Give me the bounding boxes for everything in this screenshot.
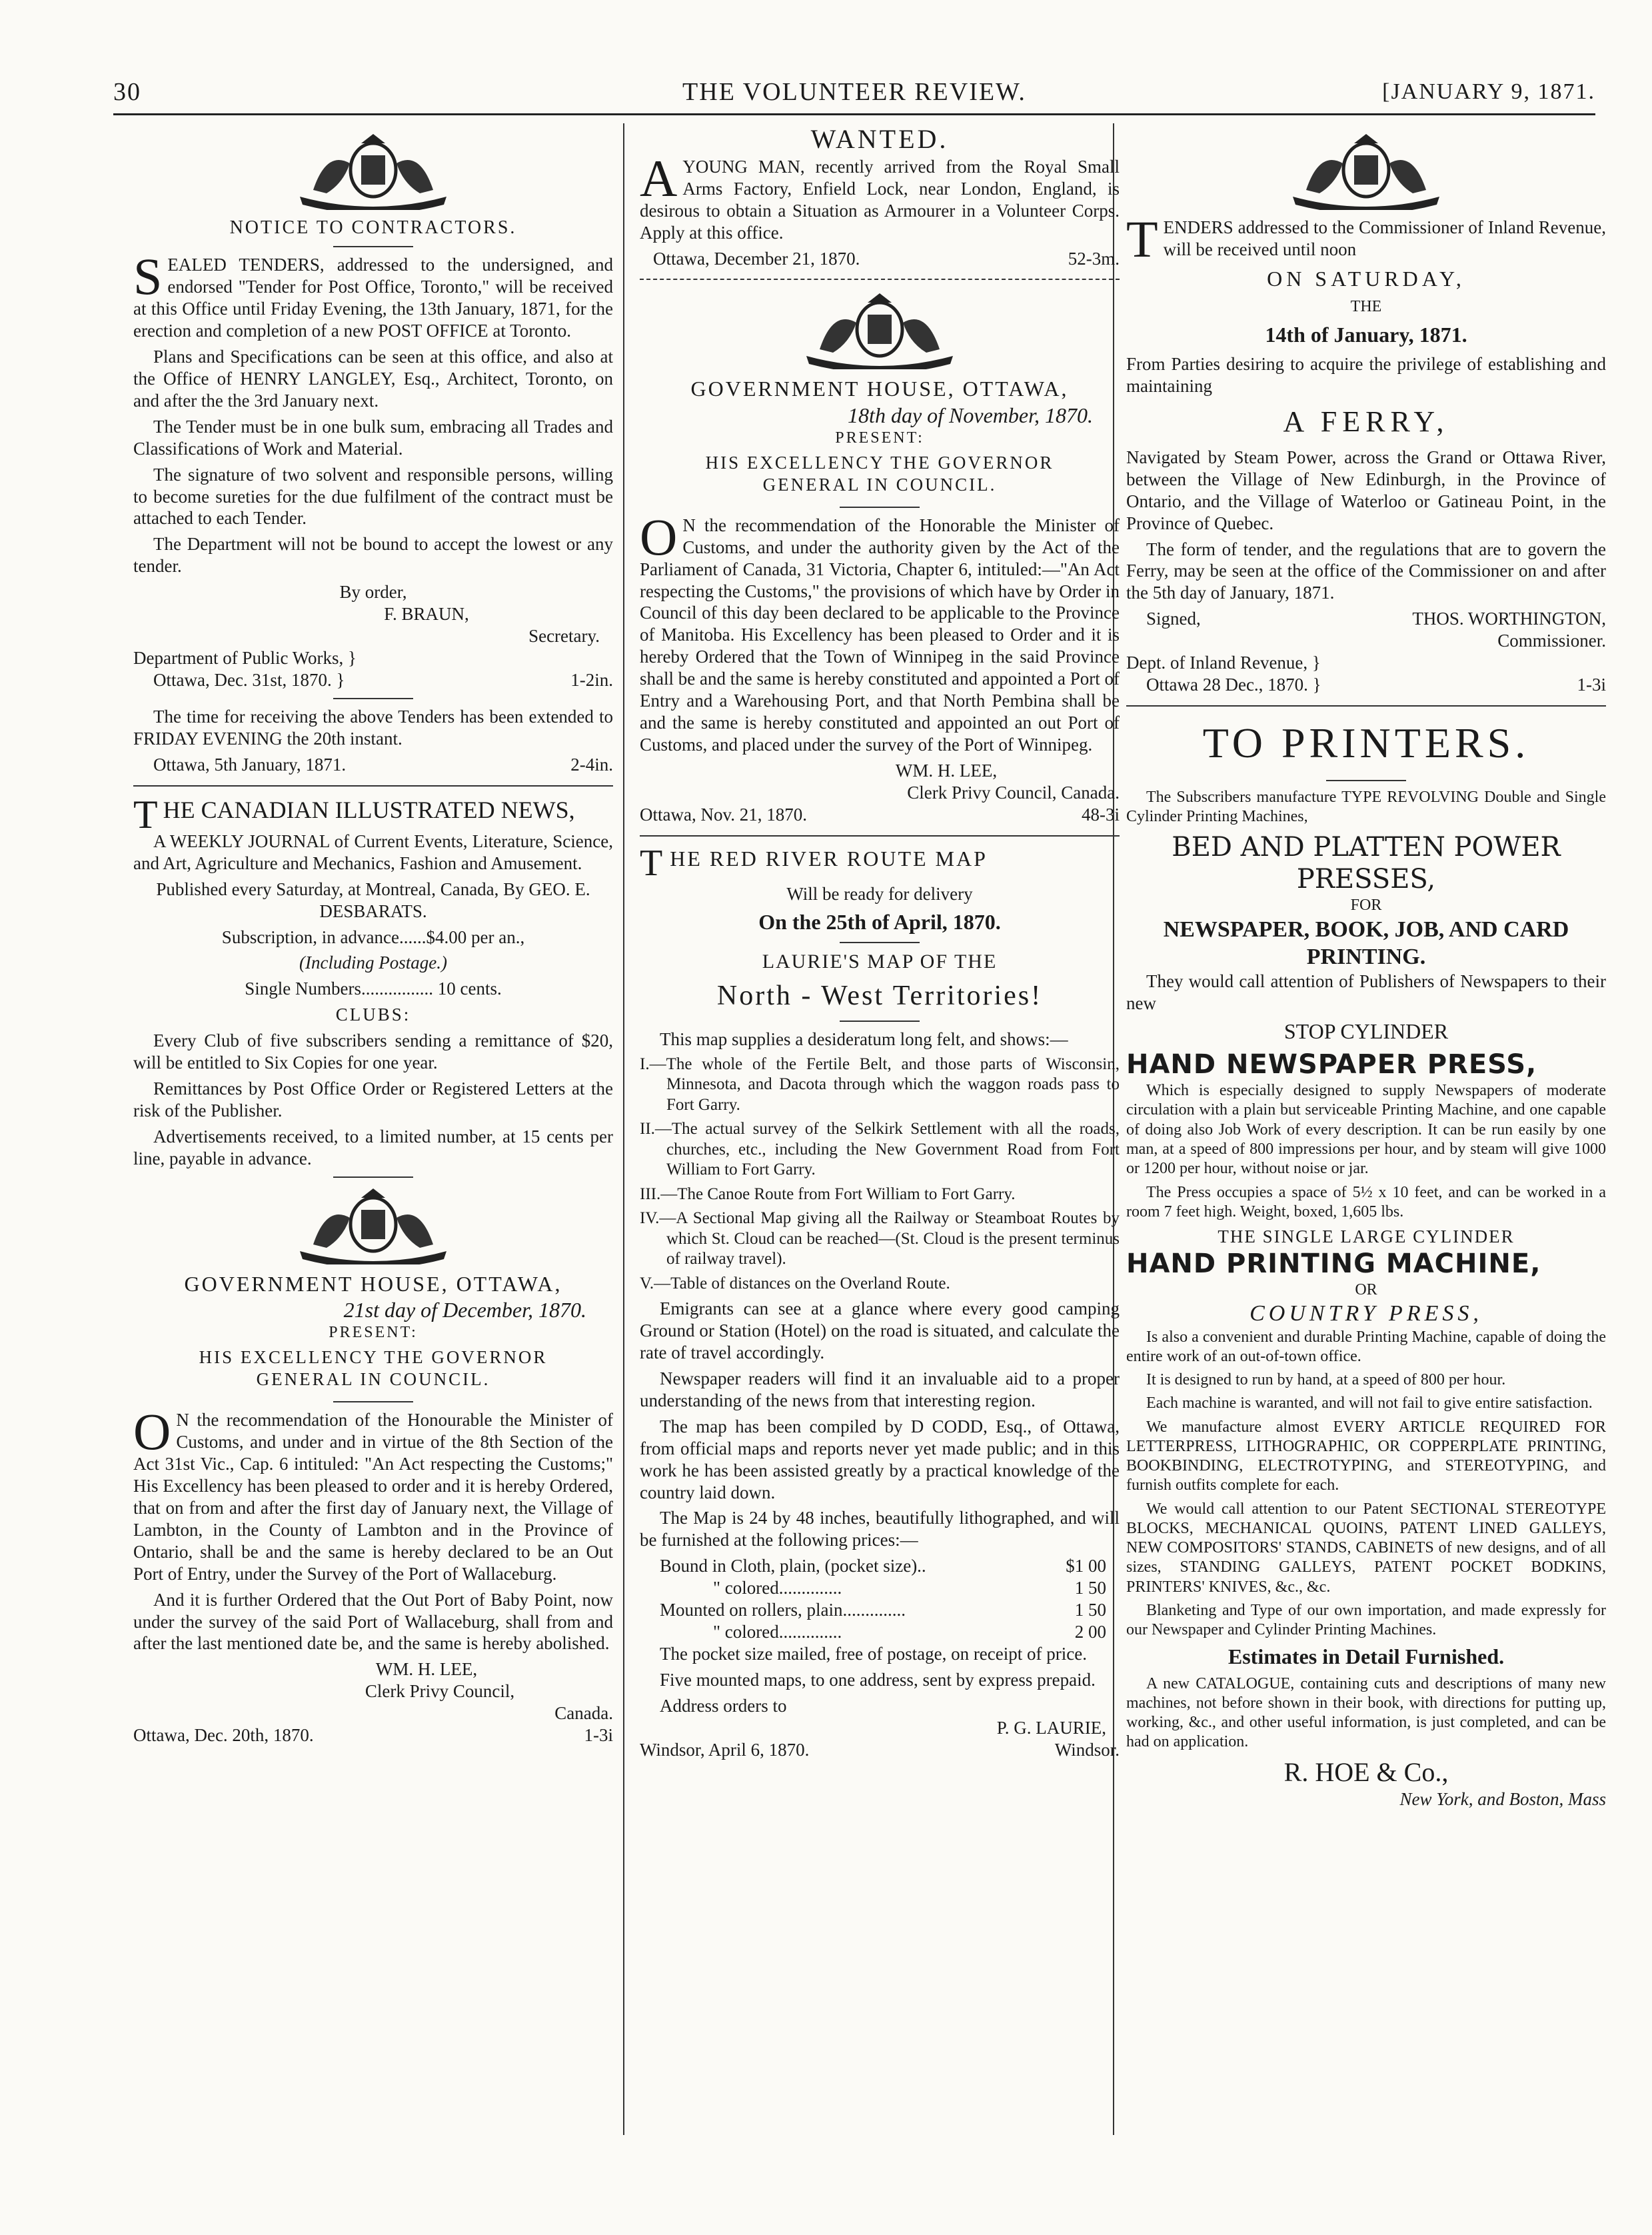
signed-row <box>1126 608 1606 630</box>
footer-place: Ottawa, Dec. 20th, 1870. <box>133 1725 314 1746</box>
warranted: Each machine is waranted, and will not fail to give entire satisfaction. <box>1146 1394 1593 1412</box>
dept-line: Dept. of Inland Revenue, } <box>1126 653 1321 673</box>
or-label: OR <box>1355 1280 1377 1298</box>
news-subscription: Subscription, in advance......$4.00 per an., <box>221 927 525 947</box>
drop-cap: O <box>133 1409 171 1461</box>
tenders-parties: From Parties desiring to acquire the privilege of establishing and maintaining <box>1126 354 1606 397</box>
ferry-heading: A FERRY, <box>1283 405 1449 439</box>
drop-cap: S <box>133 254 163 306</box>
newspaper-title: THE VOLUNTEER REVIEW. <box>682 78 1026 106</box>
page-number: 30 <box>113 78 141 106</box>
dept-place: Ottawa 28 Dec., 1870. } <box>1146 675 1321 695</box>
footer-code: 48-3i <box>1082 804 1120 825</box>
clubs-text: Every Club of five subscribers sending a remittance of $20, will be entitled to Six Copies for one year. <box>133 1031 613 1073</box>
signer-title: Secretary. <box>528 626 600 647</box>
price-value: 1 50 <box>1074 1600 1106 1620</box>
footer-code: 52-3m. <box>1068 248 1120 269</box>
excellency-line: HIS EXCELLENCY THE GOVERNOR GENERAL IN COUNCIL. <box>199 1347 548 1390</box>
issue-date: [JANUARY 9, 1871. <box>1382 79 1595 104</box>
divider <box>333 1176 413 1178</box>
hoe-place: New York, and Boston, Mass <box>1399 1789 1606 1810</box>
printers-intro: The Subscribers manufacture TYPE REVOLVING Double and Single Cylinder Printing Machines, <box>1126 789 1606 826</box>
ferry-description: Navigated by Steam Power, across the Grand or Ottawa River, between the Village of New Edinburgh, in the Province of Ontario, and the Village of Waterloo or Gatineau Point, in the Province of Quebec. <box>1126 447 1606 533</box>
bed-platten: BED AND PLATTEN POWER PRESSES, <box>1172 831 1561 895</box>
column-2 <box>640 123 1120 2155</box>
map-item: II.—The actual survey of the Selkirk Settlement with all the roads, churches, etc., including the New Government Road from Fort William to Fort Garry. <box>640 1120 1120 1179</box>
gov-signer: WM. H. LEE, <box>375 1659 478 1680</box>
gov-house-heading: GOVERNMENT HOUSE, OTTAWA, <box>184 1271 562 1296</box>
map-signer: P. G. LAURIE, <box>996 1717 1106 1738</box>
country-description: Is also a convenient and durable Printing Machine, capable of doing the entire work of an out-of-town office. <box>1126 1328 1606 1365</box>
dept-place-row <box>1126 674 1606 696</box>
wanted-footer <box>640 248 1120 270</box>
news-heading <box>133 796 613 831</box>
present-label: PRESENT: <box>835 429 924 447</box>
footer-code: 2-4in. <box>570 754 613 775</box>
footer-place: Ottawa, December 21, 1870. <box>653 248 860 269</box>
masthead-rule <box>113 113 1595 115</box>
signed-label: Signed, <box>1146 609 1201 629</box>
drop-cap: T <box>1126 217 1158 261</box>
newspaper-printing: NEWSPAPER, BOOK, JOB, AND CARD PRINTING. <box>1163 917 1569 969</box>
tenders-date: 14th of January, 1871. <box>1265 323 1467 347</box>
hand-printing-machine: HAND PRINTING MACHINE, <box>1126 1248 1541 1279</box>
ads-text: Advertisements received, to a limited number, at 15 cents per line, payable in advance. <box>133 1126 613 1168</box>
masthead <box>113 72 1595 112</box>
tenders-text: ENDERS addressed to the Commissioner of Inland Revenue, will be received until noon <box>1163 217 1606 259</box>
catalogue: A new CATALOGUE, containing cuts and descriptions of many new machines, not before shown in their book, with directions for putting up, working, &c., and other useful information, is just completed, and can be had on application. <box>1126 1674 1606 1751</box>
news-published: Published every Saturday, at Montreal, Canada, By GEO. E. DESBARATS. <box>156 879 590 921</box>
map-pocket: The pocket size mailed, free of postage, on receipt of price. <box>660 1644 1087 1664</box>
map-address: Address orders to <box>660 1695 787 1716</box>
single-large-cylinder: THE SINGLE LARGE CYLINDER <box>1218 1226 1515 1247</box>
price-list <box>640 1555 1120 1643</box>
on-saturday: ON SATURDAY, <box>1267 266 1465 291</box>
gov-signer-place: Canada. <box>554 1703 613 1724</box>
news-single: Single Numbers................ 10 cents. <box>245 979 502 999</box>
territories-title: North - West Territories! <box>716 981 1043 1012</box>
ferry-form: The form of tender, and the regulations that are to govern the Ferry, may be seen at the office of the Commissioner on and after the 5th day of January, 1871. <box>1126 539 1606 603</box>
signer-name: F. BRAUN, <box>384 604 469 625</box>
gov-order-text: N the recommendation of the Honorable the Minister of Customs, and under the authority given by the Act of the Parliament of Canada, 31 Victoria, Chapter 6, intituled:—"An Act respecting the Customs," the provisions of which have by Order in Council of this day been declared to be applicable to the Province of Manitoba. His Excellency has been pleased to Order and it is hereby Ordered that the Town of Winnipeg in the said Province shall be and the same is hereby constituted and appointed a Port of Entry and a Warehousing Port, and that North Pembina shall be and the same is hereby constituted and appointed an out Port of Customs, and placed under the survey of the Port of Winnipeg. <box>640 515 1120 755</box>
dept-code: 1-2in. <box>570 670 613 691</box>
notice-text: EALED TENDERS, addressed to the undersigned, and endorsed "Tender for Post Office, Toronto," will be received at this Office until Friday Evening, the 13th January, 1871, for the erection and completion of a new POST OFFICE at Toronto. <box>133 255 613 341</box>
map-heading <box>640 846 1120 878</box>
printers-attention: They would call attention of Publishers of Newspapers to their new <box>1126 971 1606 1014</box>
notice-department: The Department will not be bound to accept the lowest or any tender. <box>133 534 613 577</box>
map-compiled: The map has been compiled by D CODD, Esq., of Ottawa, from official maps and reports never yet made public; and in this work he has been assisted greatly by a practical knowledge of the country laid down. <box>640 1416 1120 1502</box>
price-row <box>660 1577 1106 1599</box>
price-row <box>660 1621 1106 1643</box>
footer-code: 1-3i <box>584 1725 613 1746</box>
notice-tender-sum: The Tender must be in one bulk sum, embracing all Trades and Classifications of Work and Material. <box>133 416 613 459</box>
blanketing: Blanketing and Type of our own importation, and made expressly for our Newspaper and Cylinder Printing Machines. <box>1126 1601 1606 1639</box>
drop-cap: A <box>640 155 678 207</box>
footer-place: Ottawa, Nov. 21, 1870. <box>640 804 807 825</box>
map-title: HE RED RIVER ROUTE MAP <box>670 846 988 871</box>
divider <box>1326 780 1406 781</box>
column-divider-1 <box>623 123 624 2135</box>
manufacture: We manufacture almost EVERY ARTICLE REQUIRED FOR LETTERPRESS, LITHOGRAPHIC, OR COPPERPLATE PRINTING, BOOKBINDING, ELECTROTYPING, and STEREOTYPING, and furnish outfits complete for each. <box>1126 1418 1606 1494</box>
map-five: Five mounted maps, to one address, sent by express prepaid. <box>660 1670 1096 1690</box>
gov-order-paragraph <box>640 515 1120 756</box>
price-label: Mounted on rollers, plain.............. <box>660 1600 906 1620</box>
section-rule <box>640 279 1120 280</box>
tenders-signer-title: Commissioner. <box>1497 631 1606 651</box>
remittances-text: Remittances by Post Office Order or Registered Letters at the risk of the Publisher. <box>133 1079 613 1121</box>
gov-date: 18th day of November, 1870. <box>848 403 1093 427</box>
dept-place: Ottawa, Dec. 31st, 1870. } <box>153 670 345 691</box>
map-emigrants: Emigrants can see at a glance where every good camping Ground or Station (Hotel) on the road is situated, and calculate the rate of travel accordingly. <box>640 1298 1120 1362</box>
gov-signer-title: Clerk Privy Council, Canada. <box>907 782 1120 803</box>
price-row <box>660 1599 1106 1621</box>
dept-line: Department of Public Works, } <box>133 648 357 669</box>
price-label: " colored.............. <box>713 1578 842 1598</box>
column-3 <box>1126 123 1606 2155</box>
notice-plans: Plans and Specifications can be seen at this office, and also at the Office of HENRY LANGLEY, Esq., Architect, Toronto, on and after the the 3rd January next. <box>133 346 613 411</box>
tenders-paragraph <box>1126 217 1606 261</box>
column-1 <box>133 123 613 2155</box>
press-space: The Press occupies a space of 5½ x 10 feet, and can be worked in a room 7 feet high. Weight, boxed, 1,605 lbs. <box>1126 1183 1606 1220</box>
wanted-paragraph <box>640 156 1120 244</box>
footer-place: Ottawa, 5th January, 1871. <box>153 754 347 775</box>
stop-cylinder: STOP CYLINDER <box>1283 1019 1449 1044</box>
map-ready: Will be ready for delivery <box>786 883 973 904</box>
divider <box>333 698 413 699</box>
clubs-heading: CLUBS: <box>335 1005 411 1025</box>
price-value: $1 00 <box>1066 1556 1106 1576</box>
gov-footer <box>133 1724 613 1746</box>
estimates-heading: Estimates in Detail Furnished. <box>1228 1644 1505 1669</box>
notice-paragraph <box>133 254 613 342</box>
map-item: III.—The Canoe Route from Fort William to Fort Garry. <box>640 1184 1016 1203</box>
section-rule <box>133 785 613 787</box>
notice-footer <box>133 754 613 776</box>
the-label: THE <box>1350 297 1382 315</box>
royal-coat-of-arms-icon <box>793 289 966 369</box>
for-label: FOR <box>1350 897 1382 915</box>
price-label: " colored.............. <box>713 1622 842 1642</box>
map-item: IV.—A Sectional Map giving all the Railway or Steamboat Routes by which St. Cloud can be reached—(St. Cloud is the present terminus of railway travel). <box>640 1209 1120 1268</box>
price-value: 2 00 <box>1074 1622 1106 1642</box>
divider <box>840 942 920 943</box>
gov-signer: WM. H. LEE, <box>895 761 998 781</box>
wanted-text: YOUNG MAN, recently arrived from the Royal Small Arms Factory, Enfield Lock, near London, England, is desirous to obtain a Situation as Armourer in a Volunteer Corps. Apply at this office. <box>640 156 1120 243</box>
hoe-company: R. HOE & Co., <box>1283 1756 1449 1787</box>
footer-place: Windsor, April 6, 1870. <box>640 1739 810 1760</box>
printers-heading: TO PRINTERS. <box>1202 719 1530 767</box>
gov-order-text: N the recommendation of the Honourable the Minister of Customs, and under and in virtue of the 8th Section of the Act 31st Vic., Cap. 6 intituled: "An Act respecting the Customs;" His Excellency has been pleased to order and it is hereby Ordered, that on from and after the first day of January next, the Village of Lambton, in the County of Lambton and in the Province of Ontario, shall be and the same is hereby declared to be an Out Port of Entry, under the Survey of the Port of Wallaceburg. <box>133 1410 613 1584</box>
map-item: V.—Table of distances on the Overland Route. <box>640 1274 950 1292</box>
map-size: The Map is 24 by 48 inches, beautifully lithographed, and will be furnished at the following prices:— <box>640 1508 1120 1550</box>
press-description: Which is especially designed to supply Newspapers of moderate circulation with a plain but serviceable Printing Machine, and one capable of doing also Job Work of every description. It can be run easily by one man, at a speed of 800 impressions per hour, and by steam will give 1000 or 1200 per hour, without noise or jar. <box>1126 1082 1606 1178</box>
gov-date: 21st day of December, 1870. <box>343 1297 586 1322</box>
dept-code: 1-3i <box>1577 675 1606 695</box>
divider <box>840 1021 920 1022</box>
divider <box>840 507 920 508</box>
map-intro: This map supplies a desideratum long felt, and shows:— <box>660 1029 1068 1049</box>
gov-further-order: And it is further Ordered that the Out Port of Baby Point, now under the survey of the said Port of Wallaceburg, shall from and after the last mentioned date be, and the same is hereby abolished. <box>133 1589 613 1654</box>
present-label: PRESENT: <box>329 1323 418 1341</box>
section-rule <box>1126 705 1606 707</box>
by-order: By order, <box>339 582 407 603</box>
royal-coat-of-arms-icon <box>1279 130 1453 210</box>
news-title: HE CANADIAN ILLUSTRATED NEWS, <box>163 796 575 823</box>
notice-extension: The time for receiving the above Tenders has been extended to FRIDAY EVENING the 20th instant. <box>133 706 613 749</box>
map-item: I.—The whole of the Fertile Belt, and those parts of Wisconsin, Minnesota, and Dacota through which the waggon roads pass to Fort Garry. <box>640 1055 1120 1114</box>
laurie-map-title: LAURIE'S MAP OF THE <box>762 950 998 973</box>
divider <box>333 246 413 247</box>
section-rule <box>640 835 1120 837</box>
map-date: On the 25th of April, 1870. <box>758 909 1001 934</box>
gov-order-paragraph <box>133 1409 613 1585</box>
royal-coat-of-arms-icon <box>287 130 460 210</box>
excellency-line: HIS EXCELLENCY THE GOVERNOR GENERAL IN COUNCIL. <box>705 452 1054 495</box>
drop-cap: O <box>640 514 678 566</box>
gov-signer-title: Clerk Privy Council, <box>365 1681 515 1702</box>
patent-items: We would call attention to our Patent SECTIONAL STEREOTYPE BLOCKS, MECHANICAL QUOINS, PATENT LINED GALLEYS, NEW COMPOSITORS' STANDS, CABINETS of new designs, and of all sizes, STANDING GALLEYS, PATENT POCKET BODKINS, PRINTERS' KNIVES, &c., &c. <box>1126 1500 1606 1596</box>
drop-cap: T <box>640 845 665 878</box>
divider <box>333 1401 413 1402</box>
tenders-signer: THOS. WORTHINGTON, <box>1412 609 1606 629</box>
dept-place-row <box>133 669 613 691</box>
news-postage: (Including Postage.) <box>299 953 447 973</box>
map-readers: Newspaper readers will find it an invaluable aid to a proper understanding of the news from that interesting region. <box>640 1368 1120 1410</box>
price-label: Bound in Cloth, plain, (pocket size).. <box>660 1556 926 1576</box>
gov-footer <box>640 804 1120 826</box>
hand-newspaper-press: HAND NEWSPAPER PRESS, <box>1126 1049 1537 1081</box>
price-value: 1 50 <box>1074 1578 1106 1598</box>
news-description: A WEEKLY JOURNAL of Current Events, Literature, Science, and Art, Agriculture and Mechanics, Fashion and Amusement. <box>133 831 613 873</box>
run-by-hand: It is designed to run by hand, at a speed of 800 per hour. <box>1146 1371 1506 1389</box>
drop-cap: T <box>133 795 158 831</box>
price-row <box>660 1555 1106 1577</box>
country-press: COUNTRY PRESS, <box>1249 1301 1483 1326</box>
gov-house-heading: GOVERNMENT HOUSE, OTTAWA, <box>690 377 1069 401</box>
map-footer <box>640 1739 1120 1761</box>
notice-heading: NOTICE TO CONTRACTORS. <box>229 217 517 238</box>
footer-sign-place: Windsor. <box>1054 1739 1120 1760</box>
royal-coat-of-arms-icon <box>287 1184 460 1264</box>
wanted-heading: WANTED. <box>810 124 949 154</box>
notice-signature: The signature of two solvent and responsible persons, willing to become sureties for the due fulfilment of the contract must be attached to each Tender. <box>133 464 613 529</box>
